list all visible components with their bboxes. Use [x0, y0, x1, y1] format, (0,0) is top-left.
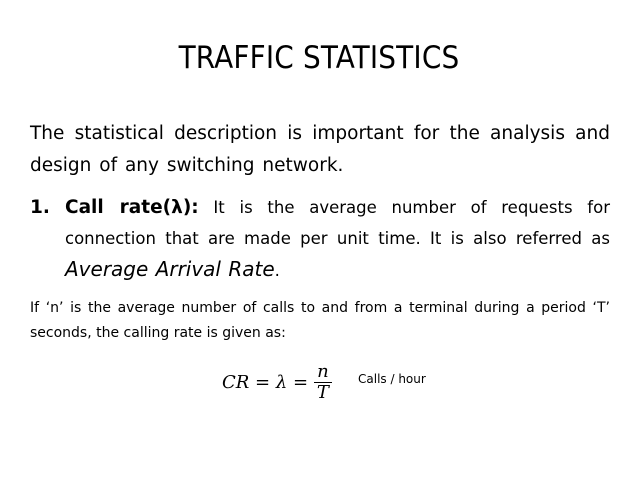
intro-paragraph: The statistical description is important for the analysis and design of any switching network. [30, 123, 610, 176]
formula-unit: Calls / hour [358, 372, 426, 386]
call-rate-formula [222, 360, 332, 404]
list-item-body [65, 192, 610, 286]
emphasis-text: Average Arrival Rate [65, 257, 275, 281]
formula-numerator: n [314, 362, 332, 383]
formula-intro-text: If ‘n’ is the average number of calls to and from a terminal during a period ‘T’ seconds, the calling rate is given as: [30, 300, 610, 341]
definition-text: It is the average number of requests for connection that are made per unit time. It is also referred as [65, 198, 610, 248]
formula-fraction [314, 362, 332, 403]
list-number: 1. [30, 197, 50, 218]
sentence-end: . [274, 261, 280, 280]
slide-title: TRAFFIC STATISTICS [178, 40, 460, 76]
formula-denominator: T [316, 381, 329, 403]
formula-lhs: CR = λ = [222, 371, 309, 393]
term-call-rate: Call rate(λ): [65, 197, 199, 218]
list-item-call-rate [30, 192, 610, 286]
